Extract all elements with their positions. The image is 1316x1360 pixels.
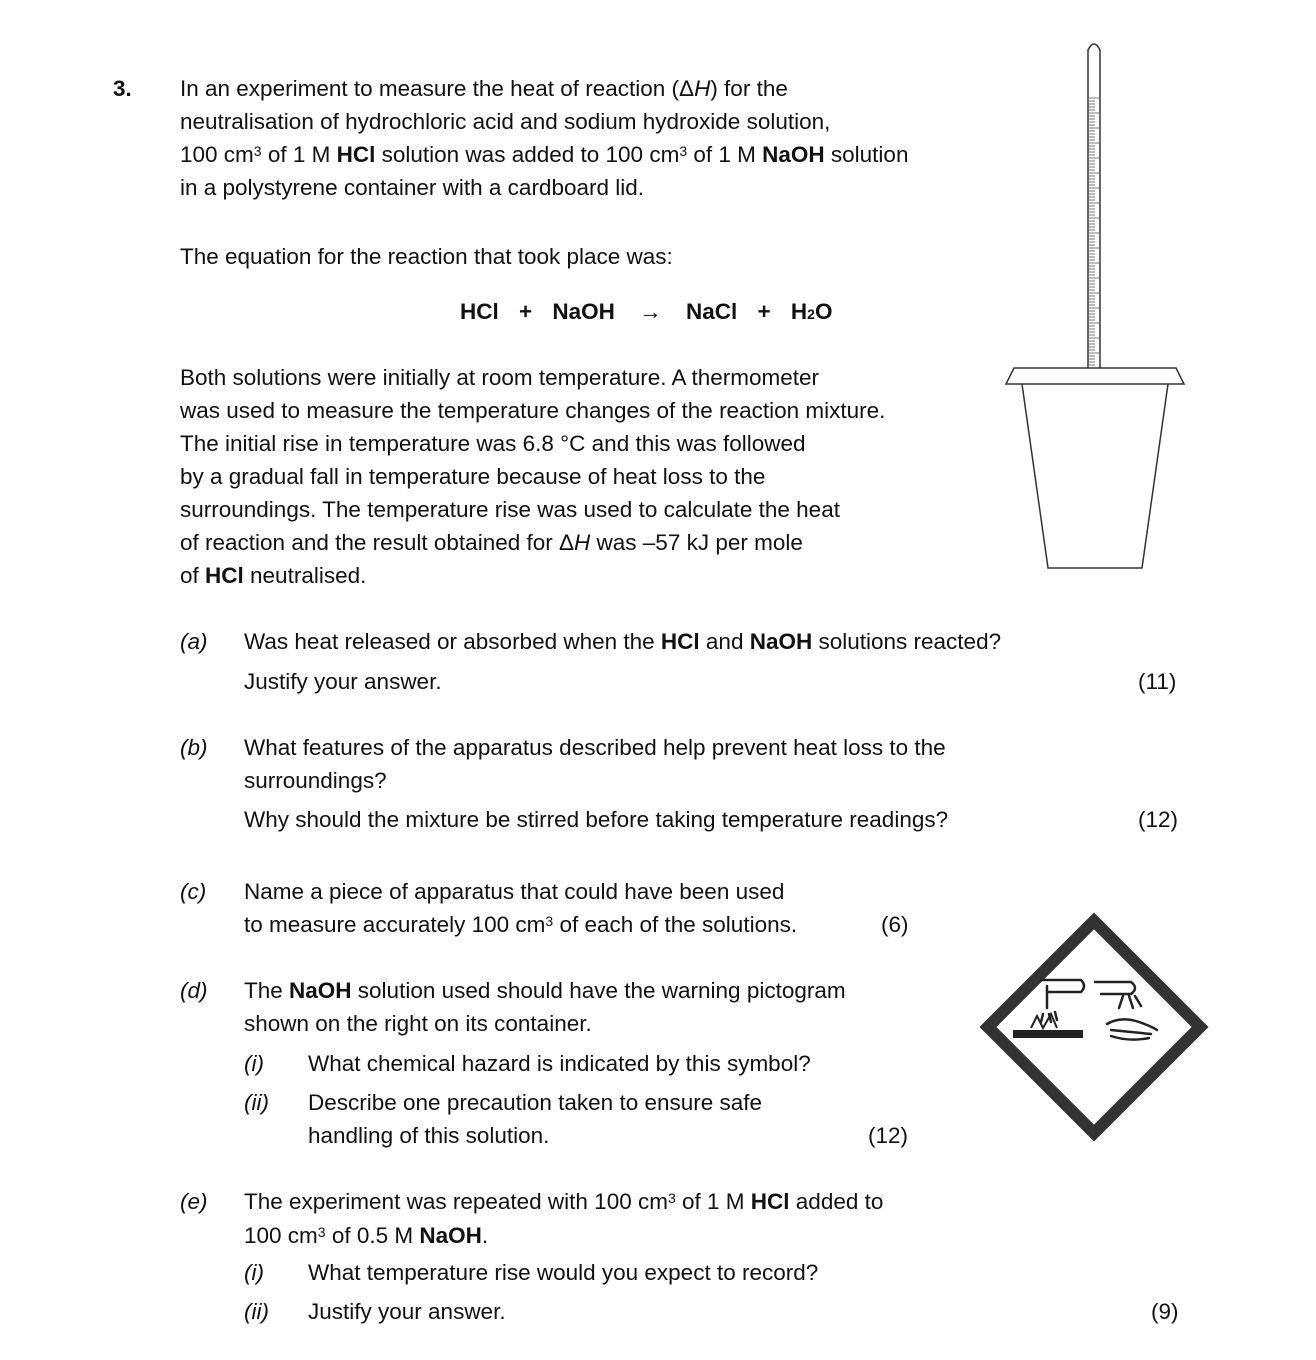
question-number: 3. — [113, 76, 132, 101]
part-d-line-1: The NaOH solution used should have the warning pictogram — [244, 978, 846, 1003]
part-b-line-2: surroundings? — [244, 768, 387, 793]
intro-line-3: 100 $cm^3$ of 1 M HCl solution was added to 100 $cm^3$ of 1 M NaOH solution — [180, 142, 909, 167]
part-d-label: (d) — [180, 978, 208, 1003]
part-b-line-3: Why should the mixture be stirred before taking temperature readings? — [244, 807, 949, 832]
part-a-marks: (11) — [1138, 669, 1177, 694]
part-e-i-text: What temperature rise would you expect to record? — [308, 1260, 819, 1285]
part-e-label: (e) — [180, 1189, 208, 1214]
part-b-marks: (12) — [1138, 807, 1179, 832]
pictogram-border — [988, 921, 1200, 1133]
part-c-marks: (6) — [881, 912, 909, 937]
cardboard-lid — [1006, 368, 1184, 384]
thermometer-scale — [1089, 98, 1099, 377]
part-d-marks: (12) — [868, 1123, 909, 1148]
intro-line-1: In an experiment to measure the heat of reaction (ΔH) for the — [180, 76, 788, 101]
part-b-label: (b) — [180, 735, 208, 760]
part-e-ii-text: Justify your answer. — [308, 1299, 506, 1324]
body-line-6: of reaction and the result obtained for ΔH was –57 kJ per mole — [180, 530, 803, 555]
corroded-surface — [1013, 1030, 1083, 1038]
part-a-line-1: Was heat released or absorbed when the HCl and NaOH solutions reacted? — [244, 629, 1002, 654]
body-line-5: surroundings. The temperature rise was used to calculate the heat — [180, 497, 840, 522]
intro-line-4: in a polystyrene container with a cardboard lid. — [180, 175, 645, 200]
polystyrene-cup — [1022, 384, 1168, 568]
part-a-label: (a) — [180, 629, 208, 654]
body-line-2: was used to measure the temperature changes of the reaction mixture. — [180, 398, 886, 423]
part-e-marks: (9) — [1151, 1299, 1179, 1324]
intro-line-2: neutralisation of hydrochloric acid and sodium hydroxide solution, — [180, 109, 831, 134]
body-line-1: Both solutions were initially at room temperature. A thermometer — [180, 365, 820, 390]
part-c-label: (c) — [180, 879, 207, 904]
chemical-equation: HCl + NaOH → NaCl + H2O — [460, 299, 833, 324]
part-e-line-2: 100 $cm^3$ of 0.5 M NaOH. — [244, 1223, 489, 1248]
part-d-ii-label: (ii) — [244, 1090, 269, 1115]
thermometer-cup-diagram — [1000, 38, 1200, 578]
part-e-ii-label: (ii) — [244, 1299, 269, 1324]
corrosive-pictogram — [971, 904, 1217, 1150]
intro-paragraph — [180, 72, 908, 204]
part-c-line-2: to measure accurately 100 $cm^3$ of each of the solutions. — [244, 912, 798, 937]
body-paragraph — [180, 361, 885, 592]
part-b-line-1: What features of the apparatus described help prevent heat loss to the — [244, 735, 946, 760]
part-d-i-text: What chemical hazard is indicated by this symbol? — [308, 1051, 811, 1076]
part-a-line-2: Justify your answer. — [244, 669, 442, 694]
part-d-i-label: (i) — [244, 1051, 264, 1076]
equation-intro: The equation for the reaction that took place was: — [180, 244, 673, 269]
part-d-ii-line-2: handling of this solution. — [308, 1123, 550, 1148]
body-line-7: of HCl neutralised. — [180, 563, 367, 588]
part-c-line-1: Name a piece of apparatus that could have been used — [244, 879, 785, 904]
part-d-ii-line-1: Describe one precaution taken to ensure safe — [308, 1090, 763, 1115]
part-e-i-label: (i) — [244, 1260, 264, 1285]
body-line-3: The initial rise in temperature was 6.8 °C and this was followed — [180, 431, 806, 456]
body-line-4: by a gradual fall in temperature because of heat loss to the — [180, 464, 766, 489]
part-d-line-2: shown on the right on its container. — [244, 1011, 592, 1036]
part-e-line-1: The experiment was repeated with 100 $cm^3$ of 1 M HCl added to — [244, 1189, 884, 1214]
